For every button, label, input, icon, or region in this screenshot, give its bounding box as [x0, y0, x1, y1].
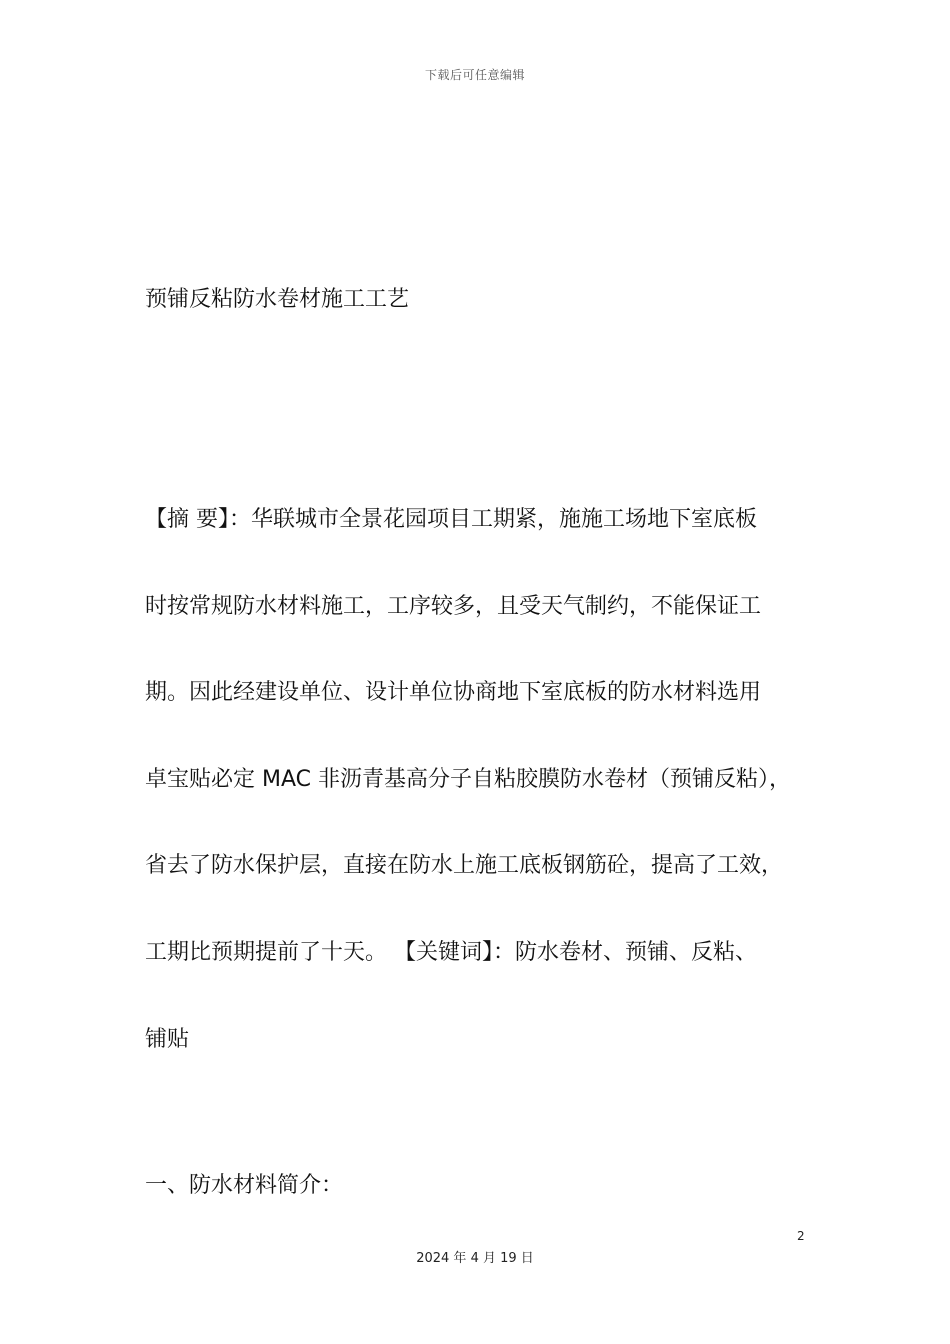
abstract-line: 铺贴: [145, 1027, 190, 1052]
document-title: 预铺反粘防水卷材施工工艺: [145, 287, 410, 312]
abstract-line: 省去了防水保护层，直接在防水上施工底板钢筋砼，提高了工效，: [145, 853, 784, 878]
page-number: 2: [797, 1229, 805, 1243]
abstract-line: 【摘 要】：华联城市全景花园项目工期紧，施施工场地下室底板: [145, 507, 757, 532]
abstract-line: 时按常规防水材料施工，工序较多，且受天气制约，不能保证工: [145, 594, 762, 619]
page-header: 下载后可任意编辑: [424, 68, 525, 82]
section-heading: 一、防水材料简介：: [145, 1173, 344, 1198]
abstract-line: 期。因此经建设单位、设计单位协商地下室底板的防水材料选用: [145, 680, 762, 705]
footer-date: 2024 年 4 月 19 日: [416, 1251, 534, 1266]
abstract-line: 工期比预期提前了十天。 【关键词】：防水卷材、预铺、反粘、: [145, 940, 757, 965]
abstract-line: 卓宝贴必定 MAC 非沥青基高分子自粘胶膜防水卷材（预铺反粘），: [145, 767, 791, 792]
